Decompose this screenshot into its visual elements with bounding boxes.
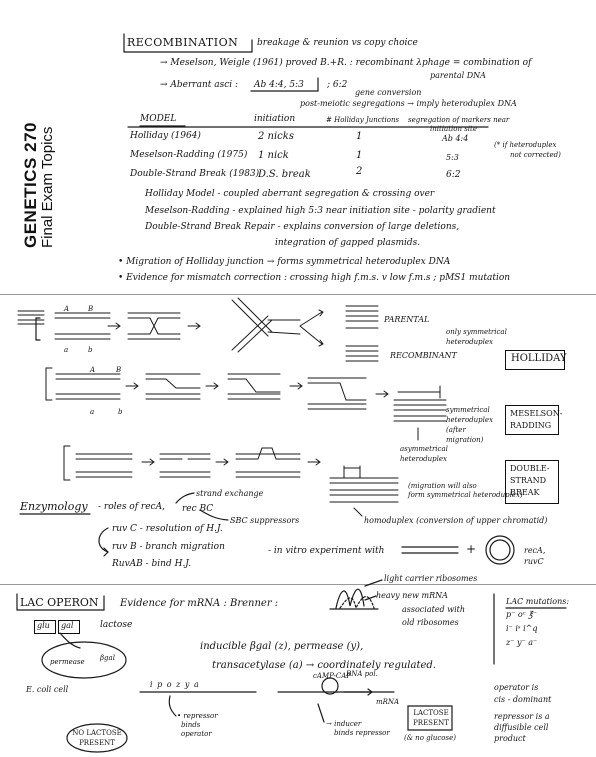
associated-with: associated with (402, 605, 465, 614)
in-vitro-note: - in vitro experiment with (268, 546, 385, 556)
lactose-present-label: LACTOSE PRESENT (413, 709, 449, 727)
enzymology-title: Enzymology (20, 500, 88, 513)
gal-label: gal (61, 621, 74, 630)
meselson-steps (46, 368, 446, 440)
aberrant-ratios: Ab 4:4, 5:3 (254, 80, 304, 90)
sbc-suppressors: SBC suppressors (230, 516, 300, 525)
strand-arrow (176, 493, 194, 503)
row-seg-dsb: 6:2 (446, 170, 461, 180)
light-ribosomes: light carrier ribosomes (384, 574, 478, 583)
allele-B-1: B (88, 305, 94, 313)
meselson-box-label: MESELSON- RADDING (510, 409, 563, 430)
recombination-heading: RECOMBINATION (127, 36, 239, 49)
operator-note: operator (181, 730, 212, 738)
migration-will-note-2: form symmetrical heteroduplex) (408, 491, 523, 499)
allele-b-2: b (118, 408, 123, 416)
heavy-mrna: heavy new mRNA (376, 591, 448, 600)
inducer-note: → inducer (326, 720, 362, 728)
desc-dsb-2: integration of gapped plasmids. (275, 238, 421, 248)
ecoli-cell-label: E. coli cell (26, 685, 69, 694)
inducible-note: inducible βgal (z), permease (y), (200, 641, 364, 652)
dsb-steps (64, 446, 398, 516)
allele-a-1: a (64, 346, 69, 354)
repressor-diffusible: repressor is a (494, 712, 550, 721)
row-model-dsb: Double-Strand Break (1983) (130, 169, 260, 179)
parental-label: PARENTAL (384, 315, 430, 324)
brenner-arrow-light (365, 580, 382, 586)
asym-het-note: asymmetrical heteroduplex (400, 445, 448, 463)
repressor-diffusible-3: product (494, 734, 526, 743)
heteroduplex-note: (* if heteroduplex (494, 141, 557, 149)
row-init-holliday: 2 nicks (258, 131, 294, 142)
row-seg-holliday: Ab 4:4 (442, 134, 469, 143)
repressor-arrow (169, 696, 176, 716)
only-sym-note: only symmetrical (446, 328, 507, 336)
aberrant-ratios-box (251, 78, 318, 91)
transacetylase-note: transacetylase (a) → coordinately regulated. (212, 660, 436, 671)
homoduplex-note: homoduplex (conversion of upper chromatid) (364, 516, 548, 525)
ruvc: ruv C - resolution of H.J. (112, 524, 223, 534)
row-model-holliday: Holliday (1964) (130, 131, 201, 141)
lac-mut-3: z⁻ y⁻ a⁻ (506, 638, 538, 647)
lactose-present-box (408, 706, 452, 730)
sym-het-note: symmetrical heteroduplex (after migration) (446, 406, 493, 444)
strand-exchange: strand exchange (196, 489, 264, 498)
left-bracket-1 (36, 318, 40, 340)
roles-reca: - roles of recA, (98, 502, 165, 512)
old-ribosomes: old ribosomes (402, 618, 459, 627)
lactose-label: lactose (100, 620, 133, 630)
permease-label: permease (50, 658, 85, 666)
allele-A-1: A (64, 305, 70, 313)
allele-B-2: B (116, 366, 122, 374)
only-sym-note-2: heteroduplex (446, 338, 493, 346)
ruvab: RuvAB - bind H.J. (112, 559, 192, 569)
col-junctions: # Holliday Junctions (326, 116, 400, 124)
aberrant-62: ; 6:2 (327, 80, 348, 90)
operator-cis-2: cis - dominant (494, 695, 552, 704)
binds-repressor-note: binds repressor (334, 729, 390, 737)
bgal-label: βgal (100, 654, 115, 662)
col-segregation-2: initiation site (430, 125, 477, 133)
no-glucose-note: (& no glucose) (404, 734, 456, 742)
gene-conversion-note: gene conversion (355, 88, 422, 97)
binds-note: binds (181, 721, 201, 729)
mrna-label: mRNA (376, 698, 400, 706)
no-lactose-oval (67, 724, 127, 752)
meselson-weigle-note-2: parental DNA (430, 71, 486, 80)
lac-mut-2: i⁻ iˢ i^q (506, 624, 538, 633)
dsb-box-label: DOUBLE- STRAND BREAK (510, 464, 550, 497)
col-initiation: initiation (254, 114, 296, 124)
desc-holliday: Holliday Model - coupled aberrant segregation & crossing over (145, 189, 435, 199)
double-line-dna (402, 547, 458, 553)
allele-A-2: A (90, 366, 96, 374)
rec-bc: rec BC (182, 504, 214, 514)
lac-mutations-title: LAC mutations: (506, 597, 570, 606)
allele-b-1: b (88, 346, 93, 354)
desc-dsb: Double-Strand Break Repair - explains conversion of large deletions, (145, 222, 460, 232)
allele-a-2: a (90, 408, 95, 416)
recombinant-label: RECOMBINANT (390, 351, 457, 360)
ruv-curve-arrow (99, 528, 108, 556)
meselson-weigle-note: → Meselson, Weigle (1961) proved B.+R. : recombinant λphage = combination of (160, 58, 532, 68)
sbc-arrow (200, 510, 228, 520)
repressor-note: • repressor (177, 712, 218, 720)
recombination-heading-box (124, 34, 252, 52)
migration-will-note: (migration will also (408, 482, 477, 490)
mrna-arrow (344, 689, 372, 695)
operator-cis: operator is (494, 683, 539, 692)
row-init-meselson: 1 nick (258, 150, 289, 161)
col-segregation: segregation of markers near (408, 116, 510, 124)
lactose-arrow (60, 633, 80, 648)
lac-title-box (17, 594, 104, 610)
holliday-box-label: HOLLIDAY (511, 353, 567, 364)
circle-dna-inner (490, 540, 510, 560)
camp-cap-label: cAMP-CAP (313, 672, 351, 680)
row-junctions-dsb: 2 (356, 166, 363, 177)
inducer-arrow (318, 704, 324, 722)
course-title: GENETICS 270 (21, 122, 40, 248)
lac-mut-1: p⁻ oᶜ ℥⁻ (506, 610, 537, 619)
ruvb: ruv B - branch migration (112, 542, 225, 552)
aberrant-asci-label: → Aberrant asci : (160, 80, 239, 90)
post-meiotic-note: post-meiotic segregations → imply heteroduplex DNA (300, 99, 517, 108)
heteroduplex-note-2: not corrected) (510, 151, 561, 159)
no-lactose-label: NO LACTOSE PRESENT (72, 729, 122, 747)
row-seg-meselson: 5:3 (446, 153, 459, 162)
migration-note: • Migration of Holliday junction → forms symmetrical heteroduplex DNA (118, 257, 451, 267)
col-model: MODEL (140, 114, 177, 124)
lac-operon-title: LAC OPERON (20, 596, 99, 609)
mrna-evidence: Evidence for mRNA : Brenner : (120, 598, 279, 609)
row-init-dsb: D.S. break (258, 169, 311, 180)
ecoli-cell (42, 642, 126, 678)
lac-genes-left: i p o z y a (150, 680, 200, 689)
brenner-curve-light (336, 589, 364, 608)
course-subtitle: Final Exam Topics (39, 126, 56, 248)
glu-label: glu (37, 621, 50, 630)
desc-meselson: Meselson-Radding - explained high 5:3 near initiation site - polarity gradient (145, 206, 496, 216)
evidence-mismatch: • Evidence for mismatch correction : crossing high f.m.s. v low f.m.s ; pMS1 mutation (118, 273, 511, 283)
holliday-steps (18, 298, 378, 361)
rna-pol-label: RNA pol. (346, 670, 378, 678)
repressor-diffusible-2: diffusible cell (494, 723, 549, 732)
row-junctions-holliday: 1 (356, 131, 363, 142)
recomb-head-note: breakage & reunion vs copy choice (257, 38, 418, 48)
plus-sign: + (466, 542, 477, 556)
row-model-meselson: Meselson-Radding (1975) (130, 150, 248, 160)
row-junctions-meselson: 1 (356, 150, 363, 161)
reca-ruvc-product: recA, ruvC (524, 546, 546, 566)
